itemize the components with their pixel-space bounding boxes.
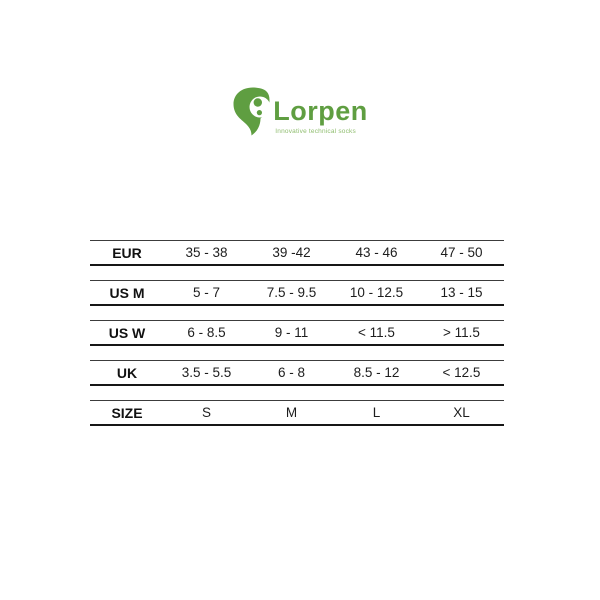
size-cell: L xyxy=(372,405,381,420)
row-label: SIZE xyxy=(111,404,143,421)
table-row-size xyxy=(90,400,504,426)
size-cell: 9 - 11 xyxy=(274,325,309,340)
size-chart-table xyxy=(90,240,504,426)
size-cell: 5 - 7 xyxy=(192,285,220,300)
table-row-eur xyxy=(90,240,504,266)
size-cell: 47 - 50 xyxy=(440,245,483,260)
table-row-uk xyxy=(90,360,504,386)
size-cell: < 12.5 xyxy=(442,365,481,380)
lorpen-logo xyxy=(0,87,600,137)
row-label: UK xyxy=(116,364,138,381)
row-label: EUR xyxy=(112,244,142,261)
size-cell: 6 - 8 xyxy=(277,365,305,380)
size-cell: 3.5 - 5.5 xyxy=(181,365,232,380)
size-cell: S xyxy=(201,405,211,420)
size-cell: XL xyxy=(453,405,470,420)
brand-tagline: Innovative technical socks xyxy=(275,128,356,135)
size-cell: 35 - 38 xyxy=(185,245,228,260)
lorpen-leaf-icon xyxy=(232,87,272,137)
size-cell: 10 - 12.5 xyxy=(349,285,404,300)
row-label: US M xyxy=(109,284,145,301)
row-label: US W xyxy=(108,324,146,341)
size-cell: 6 - 8.5 xyxy=(187,325,226,340)
size-cell: 43 - 46 xyxy=(355,245,398,260)
size-cell: M xyxy=(285,405,298,420)
size-cell: 8.5 - 12 xyxy=(353,365,400,380)
size-cell: 13 - 15 xyxy=(440,285,483,300)
size-cell: 7.5 - 9.5 xyxy=(266,285,317,300)
size-cell: < 11.5 xyxy=(358,325,395,340)
table-row-us-w xyxy=(90,320,504,346)
brand-name: Lorpen xyxy=(273,96,368,126)
size-cell: 39 -42 xyxy=(272,245,311,260)
logo-text xyxy=(273,98,368,135)
size-cell: > 11.5 xyxy=(443,325,480,340)
table-row-us-m xyxy=(90,280,504,306)
